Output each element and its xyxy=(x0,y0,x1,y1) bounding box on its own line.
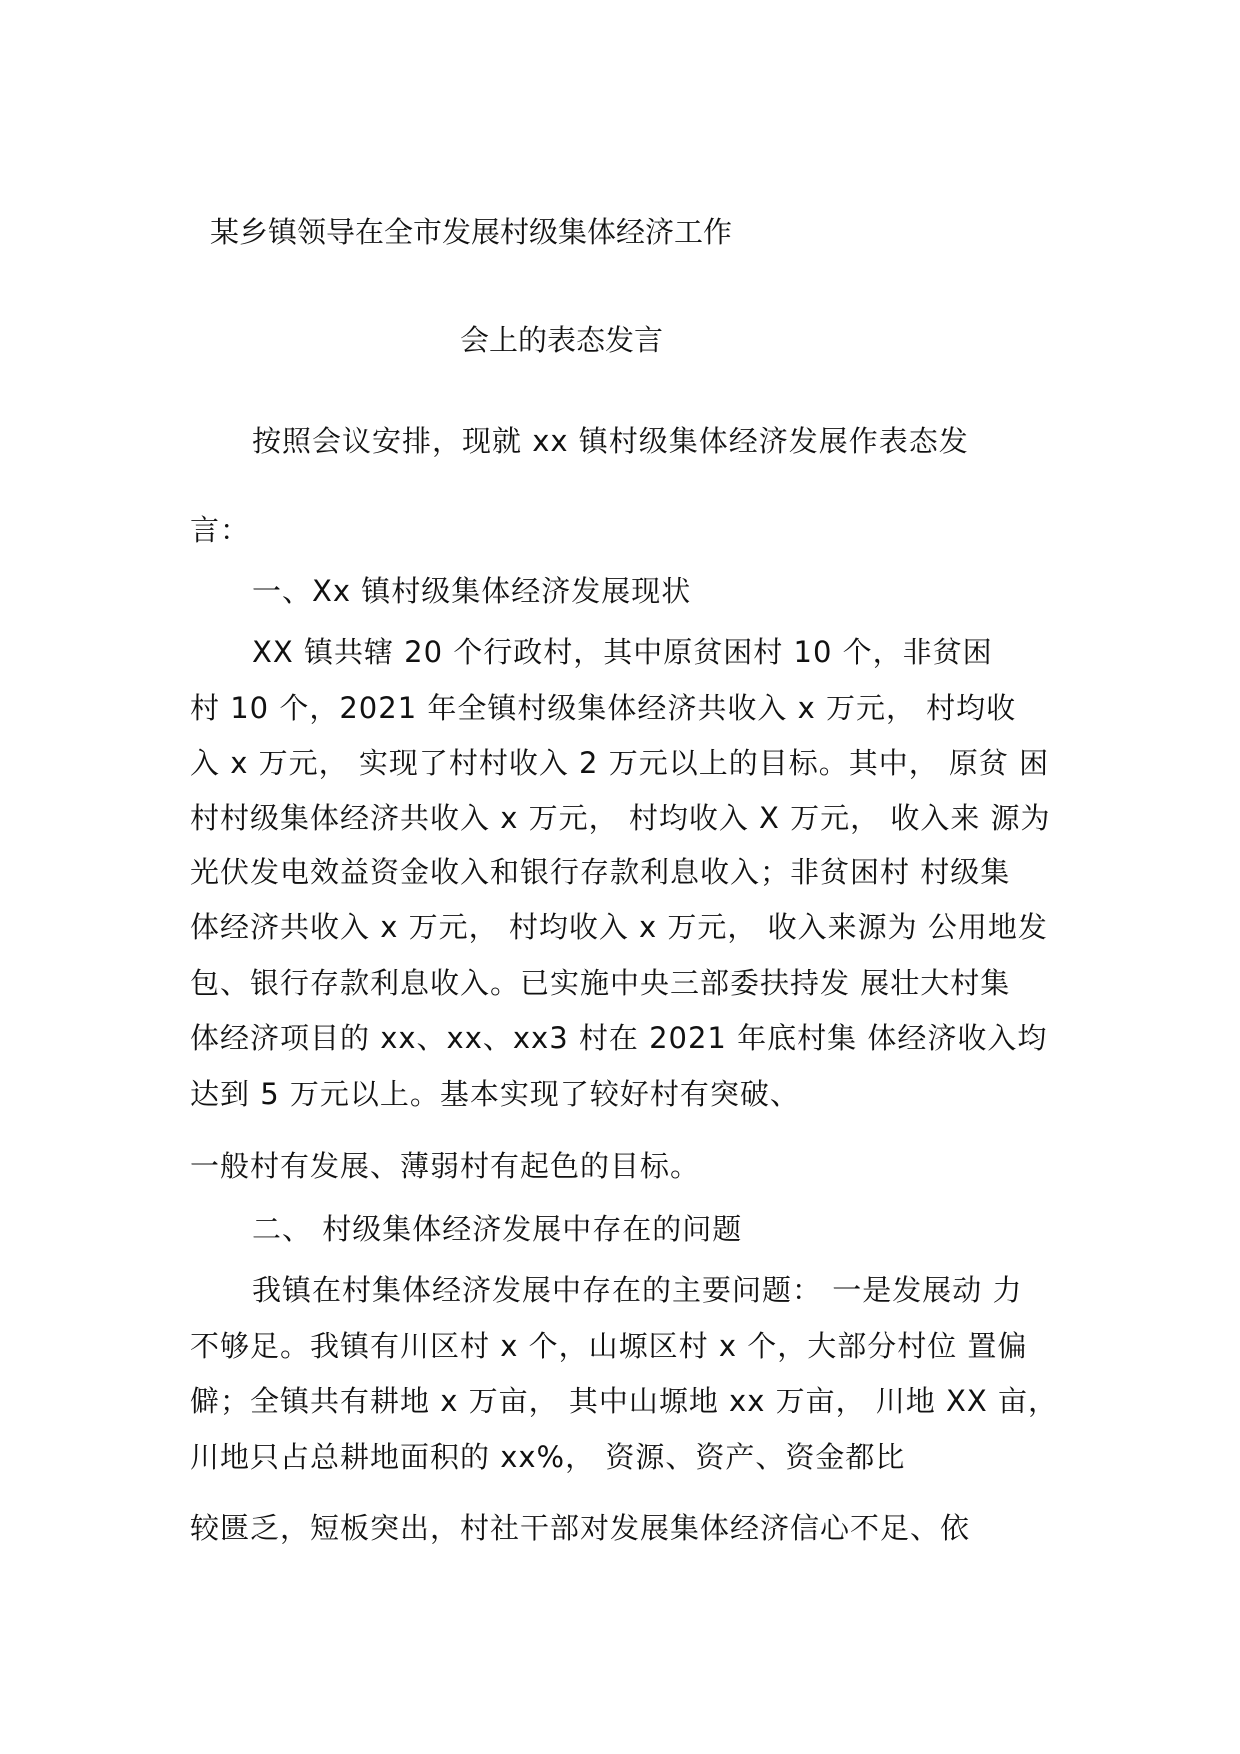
section-heading-1: 一、Xx 镇村级集体经济发展现状 xyxy=(252,574,692,608)
section1-text-line: 体经济项目的 xx、xx、xx3 村在 2021 年底村集 体经济收入均 xyxy=(190,1021,1048,1055)
section-heading-2: 二、 村级集体经济发展中存在的问题 xyxy=(252,1212,743,1246)
section1-text-line: 体经济共收入 x 万元， 村均收入 x 万元， 收入来源为 公用地发 xyxy=(190,910,1048,944)
intro-paragraph-line-2: 言： xyxy=(190,513,251,547)
section1-text-line: 村 10 个，2021 年全镇村级集体经济共收入 x 万元， 村均收 xyxy=(190,691,1017,725)
document-title-line-1: 某乡镇领导在全市发展村级集体经济工作 xyxy=(210,215,733,249)
section1-text-line: 入 x 万元， 实现了村村收入 2 万元以上的目标。其中， 原贫 困 xyxy=(190,746,1050,780)
section1-text-line: 达到 5 万元以上。基本实现了较好村有突破、 xyxy=(190,1077,800,1111)
section2-text-line: 不够足。我镇有川区村 x 个，山塬区村 x 个，大部分村位 置偏 xyxy=(190,1329,1028,1363)
section1-text-line: 光伏发电效益资金收入和银行存款利息收入；非贫困村 村级集 xyxy=(190,855,1011,889)
section2-text-line: 僻；全镇共有耕地 x 万亩， 其中山塬地 xx 万亩， 川地 XX 亩， xyxy=(190,1384,1058,1418)
section1-text-line: 一般村有发展、薄弱村有起色的目标。 xyxy=(190,1149,701,1183)
intro-paragraph-line-1: 按照会议安排，现就 xx 镇村级集体经济发展作表态发 xyxy=(252,424,969,458)
section1-text-line: 村村级集体经济共收入 x 万元， 村均收入 X 万元， 收入来 源为 xyxy=(190,801,1051,835)
section1-text-line: XX 镇共辖 20 个行政村，其中原贫困村 10 个，非贫困 xyxy=(252,635,993,669)
document-title-line-2: 会上的表态发言 xyxy=(460,323,664,357)
section2-text-line: 较匮乏，短板突出，村社干部对发展集体经济信心不足、依 xyxy=(190,1511,971,1545)
section1-text-line: 包、银行存款利息收入。已实施中央三部委扶持发 展壮大村集 xyxy=(190,966,1011,1000)
section2-text-line: 川地只占总耕地面积的 xx%， 资源、资产、资金都比 xyxy=(190,1440,906,1474)
section2-text-line: 我镇在村集体经济发展中存在的主要问题： 一是发展动 力 xyxy=(252,1273,1023,1307)
